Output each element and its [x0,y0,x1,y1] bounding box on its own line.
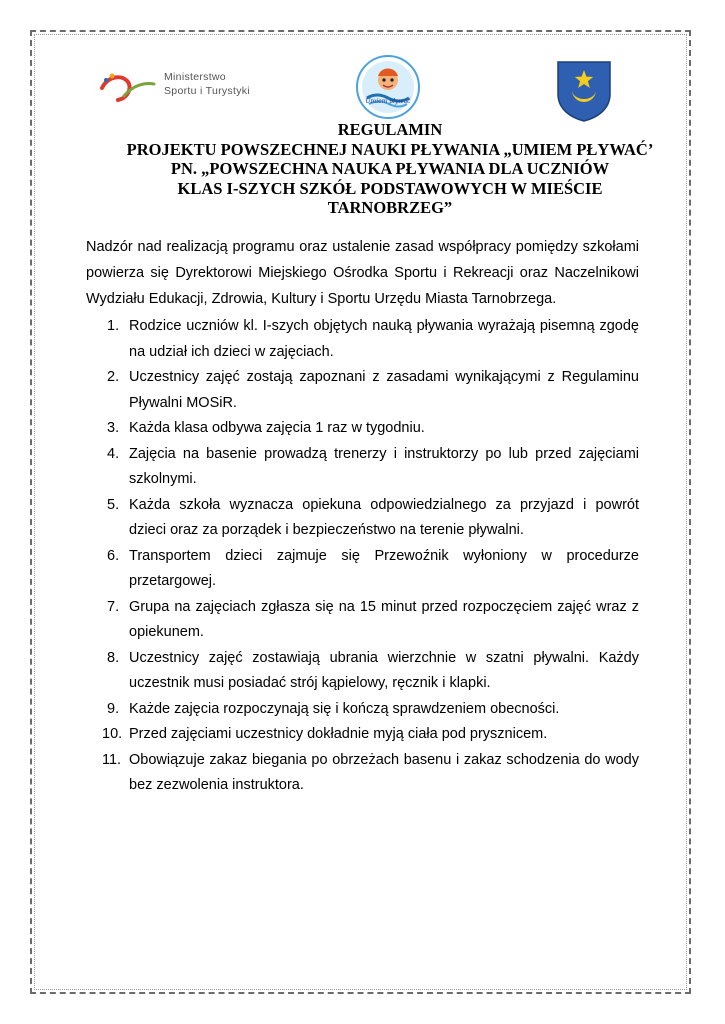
ministry-logo [98,66,278,106]
rule-text: Zajęcia na basenie prowadzą trenerzy i instruktorzy po lub przed zajęciami szkolnymi. [129,445,639,487]
rule-item [86,365,639,416]
rule-item [86,544,639,595]
rule-number: 7. [107,598,120,615]
rule-item [86,722,639,748]
logo-bar [0,52,725,122]
rule-number: 10. [102,726,123,742]
swimmer-badge-icon [355,54,421,120]
rule-number: 11. [102,751,122,768]
rule-number: 1. [107,318,120,334]
rule-number: 6. [107,547,120,564]
rule-item [86,646,639,697]
rule-item [86,314,639,365]
rule-text: Przed zajęciami uczestnicy dokładnie myją ciała pod prysznicem. [129,726,548,742]
title-line-4: KLAS I-SZYCH SZKÓŁ PODSTAWOWYCH W MIEŚCIE [177,178,603,198]
title-line-1: REGULAMIN [337,120,443,139]
rule-text: Rodzice uczniów kl. I-szych objętych nauką pływania wyrażają pisemną zgodę na udział ich dzieci w zajęciach. [129,318,639,360]
title-line-5: TARNOBRZEG” [327,198,453,217]
rule-item [86,697,639,723]
document-title [60,120,720,218]
rule-text: Grupa na zajęciach zgłasza się na 15 minut przed rozpoczęciem zajęć wraz z opiekunem. [129,598,639,640]
rule-item [86,493,639,544]
rule-text: Każda klasa odbywa zajęcia 1 raz w tygodniu. [129,420,425,436]
rule-text: Obowiązuje zakaz biegania po obrzeżach basenu i zakaz schodzenia do wody bez zezwolenia instruktora. [129,751,639,793]
rule-number: 2. [107,369,120,385]
rule-number: 9. [107,700,120,717]
ministry-swoosh-icon [98,66,158,106]
umiem-plywac-caption: Umiem pływać [365,98,411,105]
rule-item [86,748,639,799]
rule-number: 8. [107,649,120,666]
rule-number: 5. [107,496,120,513]
rule-item [86,416,639,442]
rule-text: Uczestnicy zajęć zostawiają ubrania wierzchnie w szatni pływalni. Każdy uczestnik musi posiadać strój kąpielowy, ręcznik i klapki. [129,649,639,691]
intro-paragraph: Nadzór nad realizacją programu oraz ustalenie zasad współpracy pomiędzy szkołami powierza się Dyrektorowi Miejskiego Ośrodka Sportu i Rekreacji oraz Naczelnikowi Wydziału Edukacji, Zdrowia, Kultury i Sportu Urzędu Miasta Tarnobrzega. [86,239,639,307]
title-line-3: PN. „POWSZECHNA NAUKA PŁYWANIA DLA UCZNIÓW [170,159,610,178]
rule-text: Transportem dzieci zajmuje się Przewoźnik wyłoniony w procedurze przetargowej. [129,547,639,589]
tarnobrzeg-crest [556,60,612,122]
rule-text: Każda szkoła wyznacza opiekuna odpowiedzialnego za przyjazd i powrót dzieci oraz za porządek i bezpieczeństwo na terenie pływalni. [129,496,639,538]
rule-text: Uczestnicy zajęć zostają zapoznani z zasadami wynikającymi z Regulaminu Pływalni MOSiR. [129,369,639,411]
umiem-plywac-logo [355,54,421,120]
crest-moon-star-icon [556,60,612,122]
rule-number: 3. [107,420,120,436]
rule-number: 4. [107,445,120,462]
rule-text: Każde zajęcia rozpoczynają się i kończą sprawdzeniem obecności. [129,700,560,717]
rules-list [86,314,639,799]
title-line-2: PROJEKTU POWSZECHNEJ NAUKI PŁYWANIA „UMIEM PŁYWAĆ’ [126,139,654,159]
rule-item [86,442,639,493]
rule-item [86,595,639,646]
ministry-name-line1: Ministerstwo [164,71,226,83]
ministry-name-line2: Sportu i Turystyki [164,85,250,97]
